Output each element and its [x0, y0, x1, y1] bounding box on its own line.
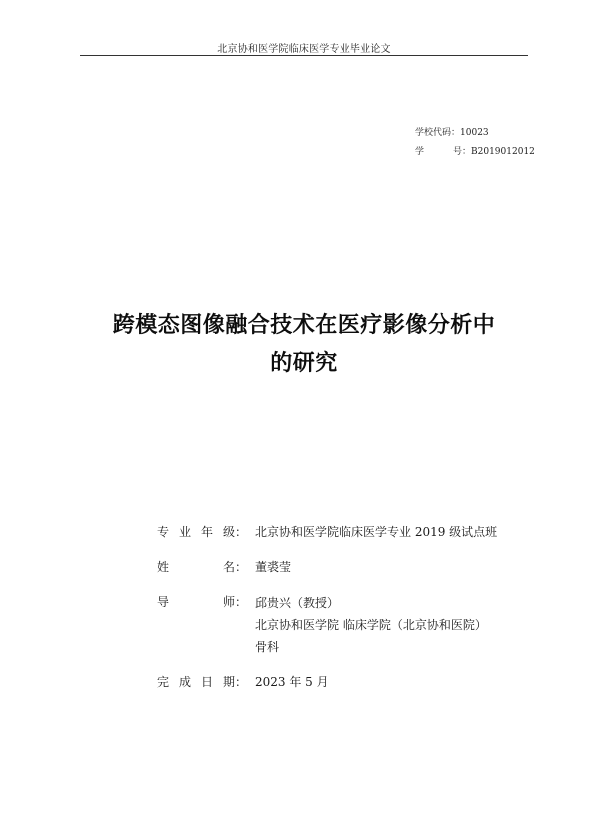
date-label-char: 成 [178, 675, 191, 689]
advisor-department: 骨科 [255, 640, 280, 654]
thesis-title [60, 306, 548, 382]
advisor-values [255, 592, 487, 658]
advisor-row [157, 592, 497, 658]
thesis-title-line-2: 的研究 [270, 350, 338, 376]
student-id-label-char: 学 [415, 147, 425, 157]
major-label-char: 级 [222, 525, 235, 539]
name-value: 董裘莹 [255, 560, 292, 574]
name-label-char: 姓 [157, 560, 170, 574]
date-colon: ： [235, 675, 248, 689]
advisor-affiliation: 北京协和医学院 临床学院（北京协和医院） [255, 618, 487, 632]
date-label-char: 完 [157, 675, 170, 689]
major-row [157, 522, 497, 542]
major-label-char: 业 [178, 525, 191, 539]
major-label-char: 专 [157, 525, 170, 539]
major-colon: ： [235, 525, 248, 539]
info-block [157, 522, 497, 707]
date-label [157, 672, 235, 692]
meta-block [415, 124, 535, 162]
student-id-value: B2019012012 [471, 147, 535, 157]
date-value: 2023 年 5 月 [255, 675, 329, 689]
advisor-label-char: 师 [222, 595, 235, 609]
thesis-title-line-1: 跨模态图像融合技术在医疗影像分析中 [112, 312, 496, 338]
name-label-char: 名 [222, 560, 235, 574]
school-code-value: 10023 [460, 128, 489, 138]
student-id-label-char: 号 [452, 147, 462, 157]
date-label-char: 期 [222, 675, 235, 689]
advisor-label-char: 导 [157, 595, 170, 609]
major-label [157, 522, 235, 542]
major-label-char: 年 [200, 525, 213, 539]
advisor-label [157, 592, 235, 612]
school-code-row [415, 124, 535, 143]
name-colon: ： [235, 560, 248, 574]
major-value: 北京协和医学院临床医学专业 2019 级试点班 [255, 525, 498, 539]
student-id-label [415, 143, 462, 162]
date-row [157, 672, 497, 692]
advisor-colon: ： [235, 595, 248, 609]
advisor-name: 邱贵兴（教授） [255, 596, 340, 610]
school-code-label: 学校代码： [415, 128, 461, 138]
running-header: 北京协和医学院临床医学专业毕业论文 [217, 44, 391, 55]
student-id-colon: ： [462, 147, 472, 157]
name-label [157, 557, 235, 577]
header-divider [80, 55, 528, 56]
student-id-row [415, 143, 535, 162]
date-label-char: 日 [200, 675, 213, 689]
name-row [157, 557, 497, 577]
